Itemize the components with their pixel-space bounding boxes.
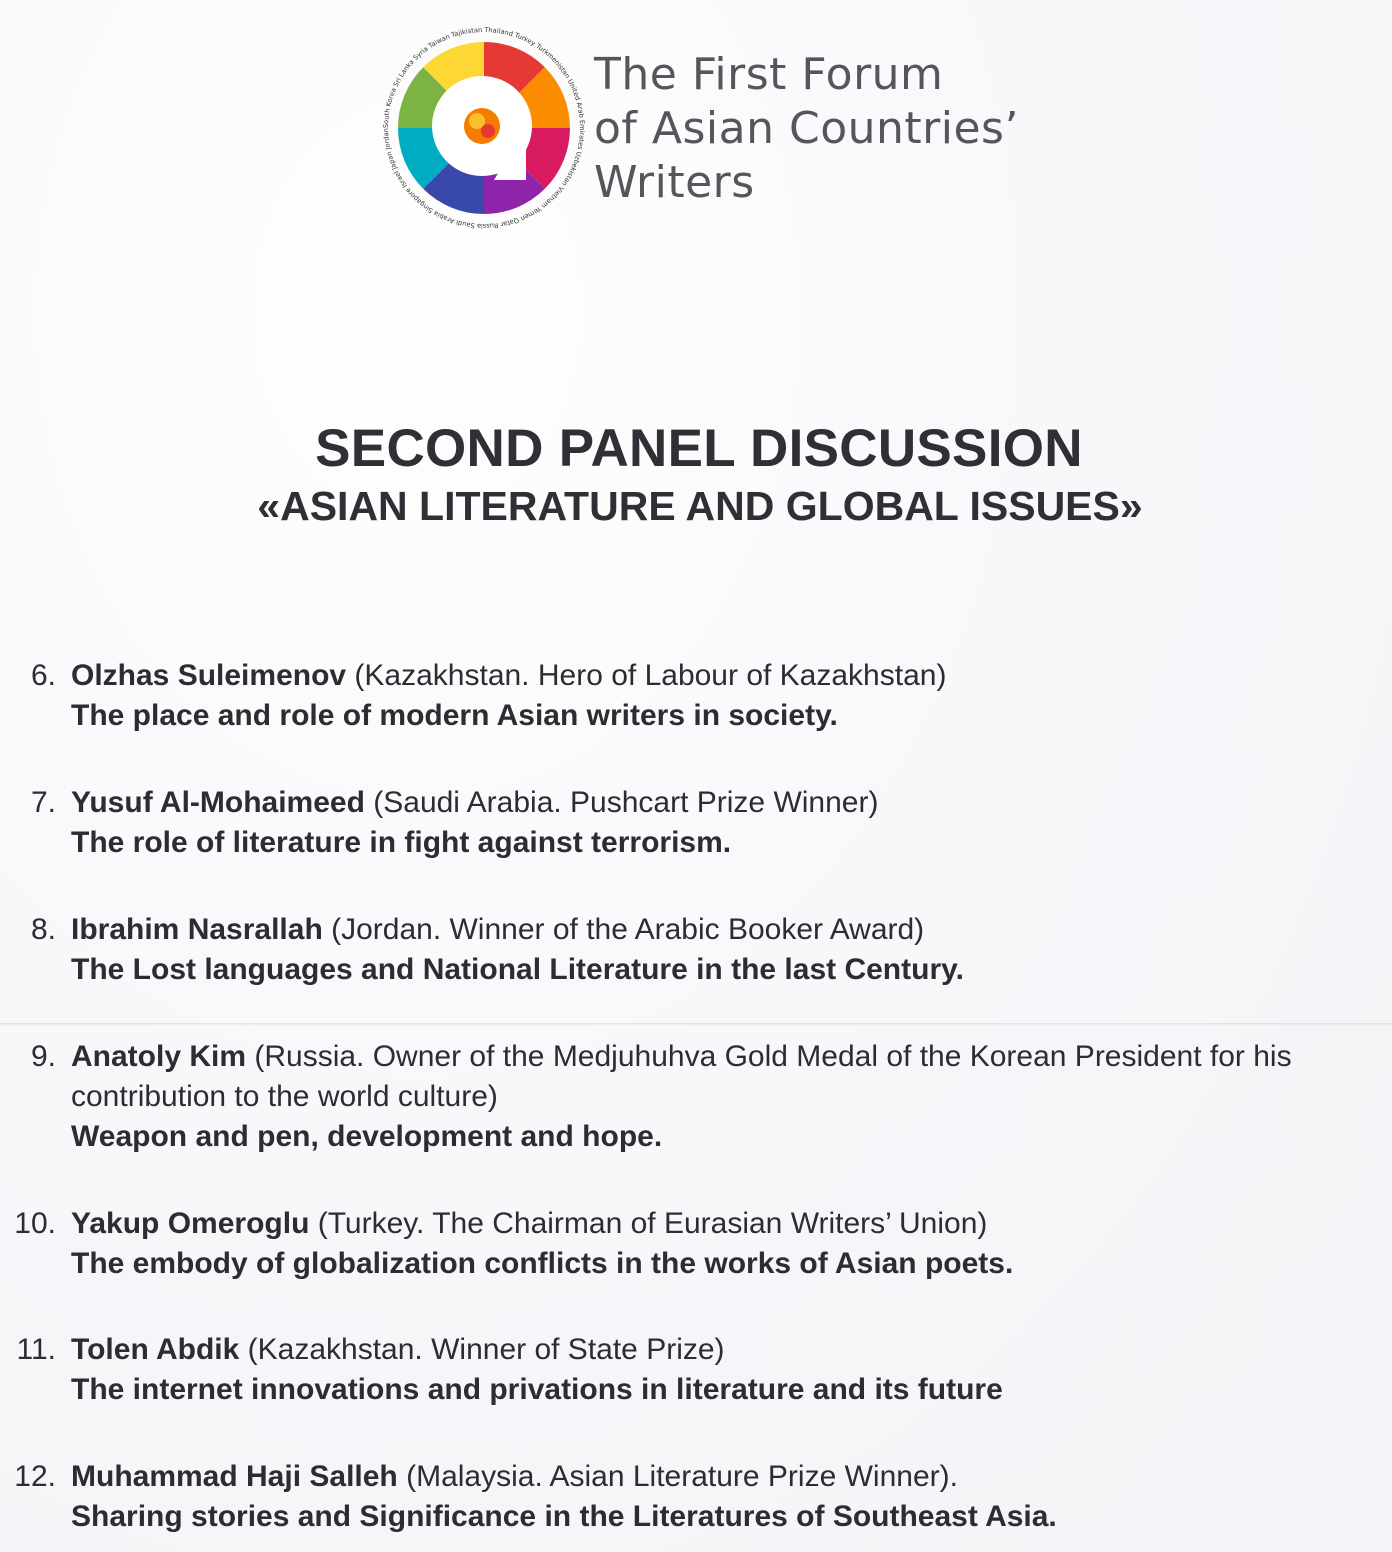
item-number: 12.: [14, 1460, 56, 1493]
forum-logo-icon: [376, 20, 592, 236]
talk-topic: Sharing stories and Significance in the Literatures of Southeast Asia.: [71, 1500, 1057, 1533]
talk-topic: The internet innovations and privations in literature and its future: [71, 1373, 1003, 1406]
speaker-description: (Kazakhstan. Winner of State Prize): [239, 1333, 725, 1366]
speaker-description: (Saudi Arabia. Pushcart Prize Winner): [364, 786, 879, 819]
talk-topic: The embody of globalization conflicts in the works of Asian poets.: [71, 1247, 1014, 1280]
speaker-description: (Jordan. Winner of the Arabic Booker Award): [322, 913, 925, 946]
speaker-description: (Malaysia. Asian Literature Prize Winner).: [397, 1460, 958, 1493]
speaker-name: Anatoly Kim: [71, 1040, 247, 1073]
item-body: [71, 656, 1381, 736]
talk-topic: The Lost languages and National Literature in the last Century.: [71, 953, 964, 986]
speaker-description: (Turkey. The Chairman of Eurasian Writers’ Union): [309, 1207, 988, 1240]
speaker-name: Yusuf Al-Mohaimeed: [71, 786, 365, 819]
item-body: [71, 1204, 1381, 1284]
forum-title: [594, 48, 1019, 210]
item-body: [71, 1330, 1381, 1410]
logo-ring-text: South Korea Sri Lanka Syria Taiwan Tajikistan Thailand Turkey Turkmenistan United Arab Emirates Uzbekistan Vietnam Yemen Qatar Russia Saudi Arabia Singapore Israel Japan Jordan: [381, 25, 587, 231]
talk-topic: The role of literature in fight against terrorism.: [71, 826, 732, 859]
speaker-name: Olzhas Suleimenov: [71, 659, 347, 692]
speaker-description: (Russia. Owner of the Medjuhuhva Gold Medal of the Korean President for his contribution to the world culture): [71, 1040, 1292, 1113]
item-number: 9.: [30, 1040, 56, 1073]
item-body: [71, 1037, 1381, 1157]
forum-logo-graphic: [376, 20, 592, 236]
item-number: 8.: [30, 913, 56, 946]
talk-topic: The place and role of modern Asian writers in society.: [71, 699, 838, 732]
item-number: 7.: [30, 786, 56, 819]
talk-topic: Weapon and pen, development and hope.: [71, 1120, 663, 1153]
speaker-description: (Kazakhstan. Hero of Labour of Kazakhstan): [346, 659, 947, 692]
speaker-name: Tolen Abdik: [71, 1333, 240, 1366]
item-number: 10.: [14, 1207, 56, 1240]
item-number: 6.: [30, 659, 56, 692]
speaker-name: Ibrahim Nasrallah: [71, 913, 323, 946]
item-body: [71, 1457, 1381, 1537]
paper-fold-divider: [0, 1023, 1392, 1026]
forum-title-line-1: The First Forum: [594, 49, 944, 100]
forum-title-line-2: of Asian Countries’: [594, 103, 1019, 154]
item-number: 11.: [16, 1333, 56, 1366]
item-body: [71, 910, 1381, 990]
speaker-name: Muhammad Haji Salleh: [71, 1460, 398, 1493]
speaker-name: Yakup Omeroglu: [71, 1207, 310, 1240]
page-title: SECOND PANEL DISCUSSION: [315, 419, 1083, 478]
page-subtitle: «ASIAN LITERATURE AND GLOBAL ISSUES»: [257, 483, 1143, 529]
item-body: [71, 783, 1381, 863]
forum-title-line-3: Writers: [594, 157, 755, 208]
